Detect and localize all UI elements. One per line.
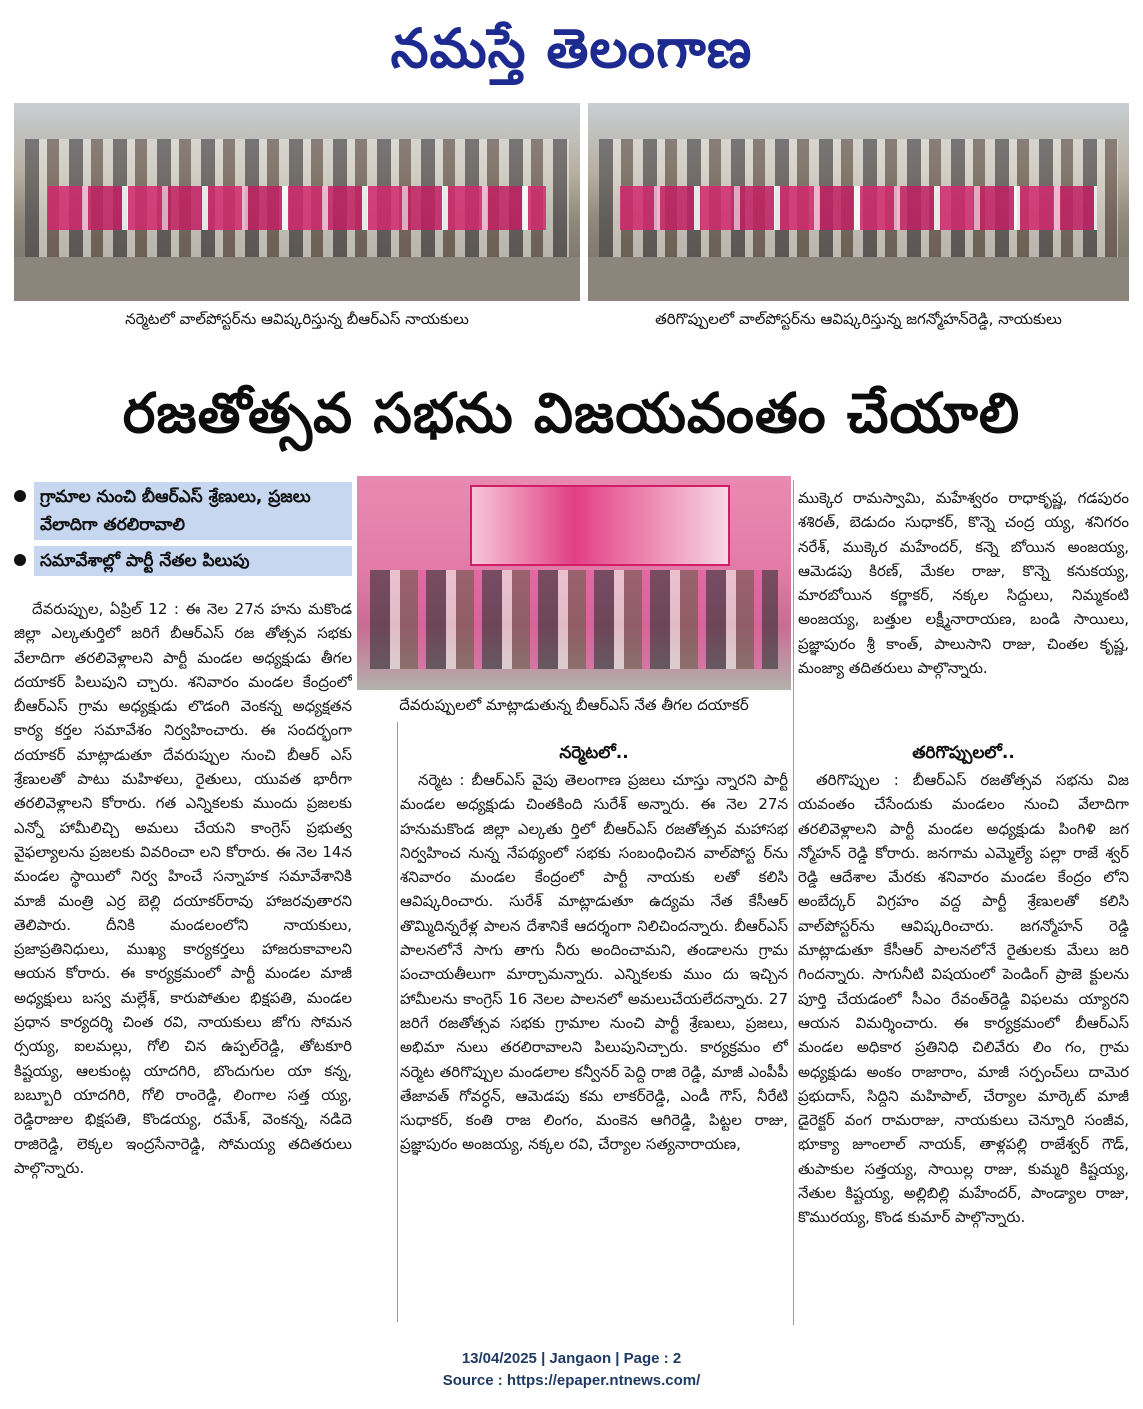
bullet-text: గ్రామాల నుంచి బీఆర్‌ఎస్ శ్రేణులు, ప్రజలు వేలాదిగా తరలిరావాలి (34, 482, 352, 540)
bullet-dot-icon (14, 554, 26, 566)
photo-caption-middle: దేవరుప్పులలో మాట్లాడుతున్న బీఆర్‌ఎస్ నేత తీగల దయాకర్ (399, 696, 749, 714)
photo-caption-left: నర్మెటలో వాల్‌పోస్టర్‌ను ఆవిష్కరిస్తున్న బీఆర్‌ఎస్ నాయకులు (125, 310, 469, 328)
photo-devaruppula-meeting (357, 476, 791, 690)
footer-date-edition: 13/04/2025 | Jangaon | Page : 2 (461, 1350, 682, 1367)
article-paragraph: నర్మెట : బీఆర్‌ఎస్ వైపు తెలంగాణ ప్రజలు చూస్తు న్నారని పార్టీ మండల అధ్యక్షుడు చింతకింది సురేశ్ అన్నారు. ఈ నెల 27న హనుమకొండ జిల్లా ఎల్కతు ర్తిలో బీఆర్‌ఎస్ రజతోత్సవ మహాసభ నిర్వహించ నున్న నేపథ్యంలో సభకు సంబంధించిన వాల్‌పోస్ట ర్‌ను శనివారం మండల కేంద్రంలో పార్టీ నాయకు లతో కలిసి ఆవిష్కరించారు. సురేశ్ మాట్లాడుతూ ఉద్యమ నేత కేసీఆర్ తొమ్మిదిన్నరేళ్ల పాలన దేశానికే ఆదర్శంగా నిలిచిందన్నారు. బీఆర్‌ఎస్ పాలనలోనే సాగు తాగు నీరు అందించామని, తండాలను గ్రామ పంచాయతీలుగా మార్చామన్నారు. ఎన్నికలకు ముం దు ఇచ్చిన హామీలను కాంగ్రెస్ 16 నెలల పాలనలో అమలుచేయలేదన్నారు. 27 జరిగే రజతోత్సవ సభకు గ్రామాల నుంచి పార్టీ శ్రేణులు, ప్రజలు, అభిమా నులు తరలిరావాలని పిలుపునిచ్చారు. కార్యక్రమం లో నర్మెట తరిగొప్పుల మండలాల కన్వీనర్ పెద్ది రాజి రెడ్డి, మాజీ ఎంపీపీ తేజావత్ గోవర్ధన్, ఆమెడపు కమ లాకర్‌రెడ్డి, ఎండీ గౌస్, నీరేటి సుధాకర్, కంతి రాజ లింగం, మంకెన ఆగిరెడ్డి, పిట్టల రాజు, ప్రజ్ఞాపురం అంజయ్య, నక్కల రవి, చేర్యాల సత్యనారాయణ, (400, 771, 788, 1154)
article-column-1 (14, 597, 352, 1327)
section-heading-tharigoppula: తరిగొప్పులలో.. (912, 743, 1015, 763)
photo-narmetta-wallposter (14, 103, 580, 301)
article-paragraph: దేవరుప్పుల, ఏప్రిల్ 12 : ఈ నెల 27న హను మకొండ జిల్లా ఎల్కతుర్తిలో జరిగే బీఆర్‌ఎస్ రజ తోత్సవ సభకు వేలాదిగా తరలివెళ్లాలని పార్టీ మండల అధ్యక్షుడు తీగల దయాకర్ పిలుపుని చ్చారు. శనివారం మండల కేంద్రంలో బీఆర్‌ఎస్ గ్రామ అధ్యక్షుడు లొడంగి వెంకన్న అధ్యక్షతన కార్య కర్తల సమావేశం నిర్వహించారు. ఈ సందర్భంగా దయాకర్ మాట్లాడుతూ దేవరుప్పుల నుంచి బీఆర్ ఎస్ శ్రేణులతో పాటు మహిళలు, రైతులు, యువత భారీగా తరలివెళ్లాలని కోరారు. గత ఎన్నికలకు ముందు ప్రజలకు ఎన్నో హామీలిచ్చి అమలు చేయని కాంగ్రెస్ ప్రభుత్వ వైఫల్యాలను ప్రజలకు వివరించా లని కోరారు. ఈ నెల 14న మండల స్థాయిలో నిర్వ హించే సన్నాహక సమావేశానికి మాజీ మంత్రి ఎర్ర బెల్లి దయాకర్‌రావు హాజరవుతారని తెలిపారు. దీనికి మండలంలోని నాయకులు, ప్రజాప్రతినిధులు, ముఖ్య కార్యకర్తలు హాజరుకావాలని ఆయన కోరారు. ఈ కార్యక్రమంలో పార్టీ మండల మాజీ అధ్యక్షులు బస్వ మల్లేశ్, కారుపోతుల భిక్షపతి, మండల ప్రధాన కార్యదర్శి చింత రవి, నాయకులు జోగు సోమన ర్సయ్య, ఐలమల్లు, గోలి చిన ఉప్పల్‌రెడ్డి, తోటకూరి కిష్టయ్య, ఆలకుంట్ల యాదగిరి, బొందుగుల యా కన్న, బబ్బూరి యాదగిరి, గోలి రాంరెడ్డి, లింగాల సత్త య్య, రెడ్డిరాజుల భిక్షపతి, కొండయ్య, రమేశ్, వెంకన్న, నడిదె రాజిరెడ్డి, లెక్కల ఇంద్రసేనారెడ్డి, సోమయ్య తదితరులు పాల్గొన్నారు. (14, 600, 352, 1177)
column-divider (397, 722, 398, 1322)
photo-caption-right: తరిగొప్పులలో వాల్‌పోస్టర్‌ను ఆవిష్కరిస్తున్న జగన్మోహన్‌రెడ్డి, నాయకులు (655, 310, 1062, 328)
column-divider (793, 480, 794, 1325)
bullet-text: సమావేశాల్లో పార్టీ నేతల పిలుపు (34, 546, 352, 576)
article-paragraph: ముక్కెర రామస్వామి, మహేశ్వరం రాధాకృష్ణ, గడపురం శశిరత్, బెడుదం సుధాకర్, కొన్నె చంద్ర య్య, శనిగరం నరేశ్, ముక్కెర మహేందర్, కన్నె బోయిన అంజయ్య, ఆమెడపు కిరణ్, మేకల రాజు, కొన్నె కనుకయ్య, మారబోయిన కర్ణాకర్, నక్కల సిద్దులు, నిమ్మకంటి అంజయ్య, బత్తుల లక్ష్మీనారాయణ, బండి సాయిలు, ప్రజ్ఞాపురం శ్రీ కాంత్, పాలుసాని రాజు, చింతల కృష్ణ, మంజ్యా తదితరులు పాల్గొన్నారు. (798, 489, 1129, 678)
article-paragraph: తరిగొప్పుల : బీఆర్‌ఎస్ రజతోత్సవ సభను విజ యవంతం చేసేందుకు మండలం నుంచి వేలాదిగా తరలివెళ్లాలని పార్టీ మండల అధ్యక్షుడు పింగిళి జగ న్మోహన్ రెడ్డి కోరారు. జనగామ ఎమ్మెల్యే పల్లా రాజే శ్వర్ రెడ్డి ఆదేశాల మేరకు శనివారం మండల కేంద్రం లోని అంబేద్కర్ విగ్రహం వద్ద పార్టీ శ్రేణులతో కలిసి వాల్‌పోస్టర్‌ను ఆవిష్కరించారు. జగన్మోహన్ రెడ్డి మాట్లాడుతూ కేసీఆర్ పాలనలోనే రైతులకు మేలు జరి గిందన్నారు. సాగునీటి విషయంలో పెండింగ్ ప్రాజె క్టులను పూర్తి చేయడంలో సీఎం రేవంత్‌రెడ్డి విఫలమ య్యారని ఆయన విమర్శించారు. ఈ కార్యక్రమంలో బీఆర్‌ఎస్ మండల అధికార ప్రతినిధి చిలివేరు లిం గం, గ్రామ అధ్యక్షుడు అంకం రాజారాం, మాజీ సర్పంచ్‌లు దామెర ప్రభుదాస్, సిద్దిని మహిపాల్, చేర్యాల మార్కెట్ మాజీ డైరెక్టర్ వంగ రామరాజు, నాయకులు చెన్నూరి సంజీవ, భూక్యా జూంలాల్ నాయక్, తాళ్లపల్లి రాజేశ్వర్ గౌడ్, తుపాకుల సత్తయ్య, సాయిల్ల రాజు, కుమ్మరి కిష్టయ్య, నేతుల కిష్టయ్య, అల్లిబిల్లి మహేందర్, పాండ్యాల రాజు, కొమురయ్య, కొండ కుమార్ పాల్గొన్నారు. (798, 771, 1129, 1227)
highlight-bullets (14, 482, 352, 582)
bullet-item (14, 546, 352, 576)
bullet-dot-icon (14, 490, 26, 502)
masthead-title: నమస్తే తెలంగాణ (390, 17, 753, 80)
bullet-item (14, 482, 352, 540)
section-heading-narmetta: నర్మెటలో.. (559, 743, 629, 763)
photo-tharigoppula-wallposter (588, 103, 1129, 301)
footer-source-link[interactable]: Source : https://epaper.ntnews.com/ (442, 1372, 701, 1389)
article-column-2 (400, 768, 788, 1328)
headline: రజతోత్సవ సభను విజయవంతం చేయాలి (122, 381, 1021, 445)
article-column-3 (798, 768, 1129, 1328)
article-column-3-top (798, 486, 1129, 730)
